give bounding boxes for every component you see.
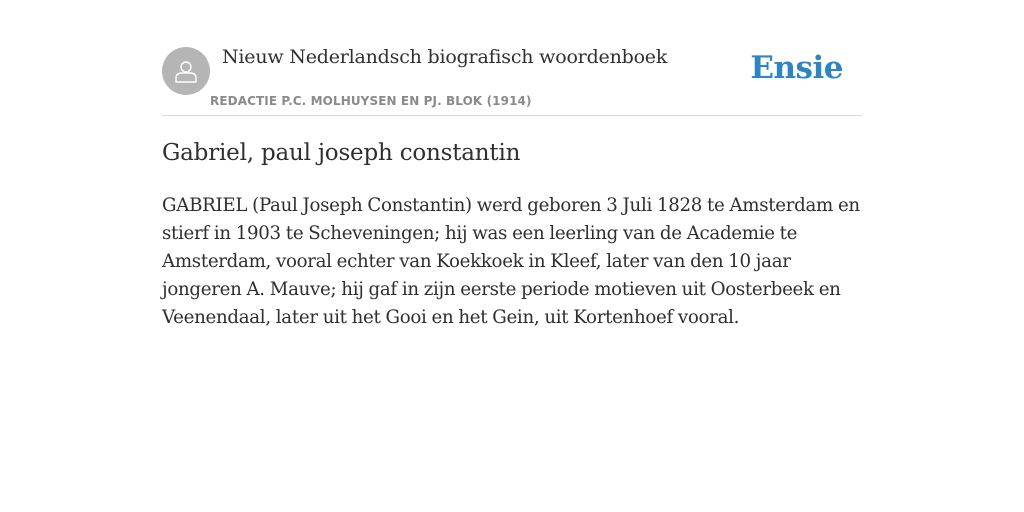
entry-body: GABRIEL (Paul Joseph Constantin) werd geboren 3 Juli 1828 te Amsterdam en stierf in 1903 te Scheveningen; hij was een leerling van de Academie te Amsterdam, vooral echter van Koekkoek in Kleef, later van den 10 jaar jongeren A. Mauve; hij gaf in zijn eerste periode motieven uit Oosterbeek en Veenendaal, later uit het Gooi en het Gein, uit Kortenhoef vooral.: [162, 195, 860, 328]
book-title[interactable]: Nieuw Nederlandsch biografisch woordenboek: [222, 46, 668, 68]
person-outline-icon: [173, 58, 199, 84]
ensie-logo[interactable]: Ensie: [750, 50, 843, 86]
entry-title: Gabriel, paul joseph constantin: [162, 140, 521, 166]
page-header: [162, 40, 862, 116]
book-editors: REDACTIE P.C. MOLHUYSEN EN PJ. BLOK (1914): [210, 94, 532, 108]
user-avatar-icon[interactable]: [162, 47, 210, 95]
